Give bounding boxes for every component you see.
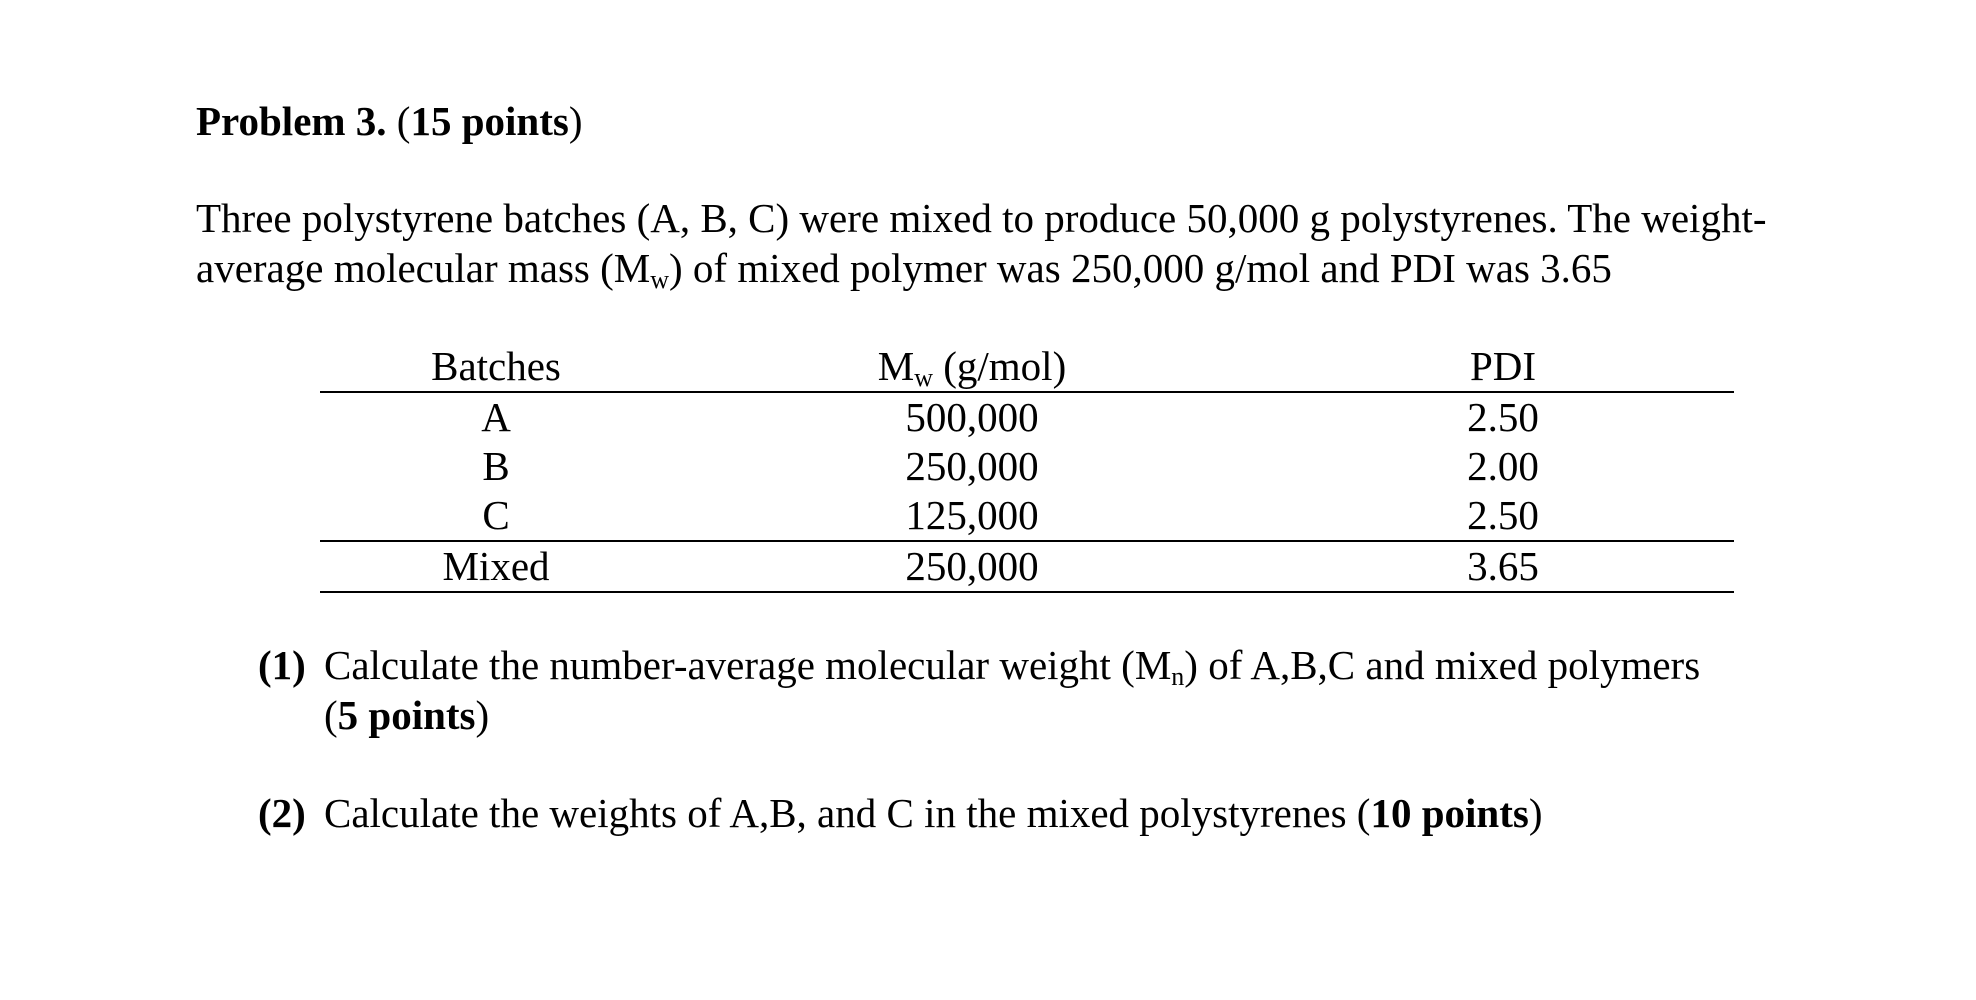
points-open: ( [396,98,411,144]
question-1-points-close: ) [475,692,490,738]
points-close: ) [568,98,583,144]
cell-mw: 250,000 [672,541,1272,592]
header-mw-subscript: w [914,363,933,392]
cell-batch: A [481,394,511,440]
batch-table [320,342,1734,593]
question-1-points [258,690,1700,740]
cell-mw: 500,000 [905,394,1039,440]
statement-line-2-post: ) of mixed polymer was 250,000 g/mol and PDI was 3.65 [669,245,1612,291]
statement-line-2 [196,243,1767,293]
question-1-mn-subscript: n [1171,662,1185,691]
cell-mw: 250,000 [905,443,1039,489]
cell-batch: B [482,443,510,489]
question-1 [258,640,1700,740]
statement-mw-subscript: w [650,265,670,294]
question-1-text-pre: Calculate the number-average molecular weight (M [324,642,1172,688]
cell-mw: 125,000 [672,491,1272,541]
header-mw-unit: (g/mol) [933,343,1067,389]
problem-title [196,96,582,146]
problem-label: Problem 3. [196,98,387,144]
question-1-points-open: ( [324,692,338,738]
question-1-number: (1) [258,642,306,688]
cell-batch: Mixed [320,541,672,592]
question-2-number: (2) [258,790,306,836]
question-1-text-post: ) of A,B,C and mixed polymers [1184,642,1701,688]
problem-statement [196,193,1767,293]
cell-pdi: 3.65 [1272,541,1734,592]
question-2 [258,788,1542,838]
table-row-mixed [320,541,1734,592]
cell-pdi: 2.50 [1272,491,1734,541]
header-mw-main: M [877,343,915,389]
question-2-text: Calculate the weights of A,B, and C in the mixed polystyrenes ( [324,790,1371,836]
cell-pdi: 2.50 [1467,394,1539,440]
statement-line-2-pre: average molecular mass (M [196,245,651,291]
table-header-row [320,342,1734,392]
table-row [320,442,1734,491]
problem-points: 15 points [410,98,569,144]
question-2-points-close: ) [1528,790,1543,836]
table-row [320,491,1734,541]
header-mw [672,342,1272,392]
question-1-points-bold: 5 points [337,692,476,738]
statement-line-1: Three polystyrene batches (A, B, C) were mixed to produce 50,000 g polystyrenes. The weight- [196,195,1767,241]
table-row [320,392,1734,442]
header-pdi: PDI [1272,342,1734,392]
cell-batch: C [320,491,672,541]
header-batches: Batches [320,342,672,392]
cell-pdi: 2.00 [1467,443,1539,489]
question-2-points-bold: 10 points [1370,790,1529,836]
